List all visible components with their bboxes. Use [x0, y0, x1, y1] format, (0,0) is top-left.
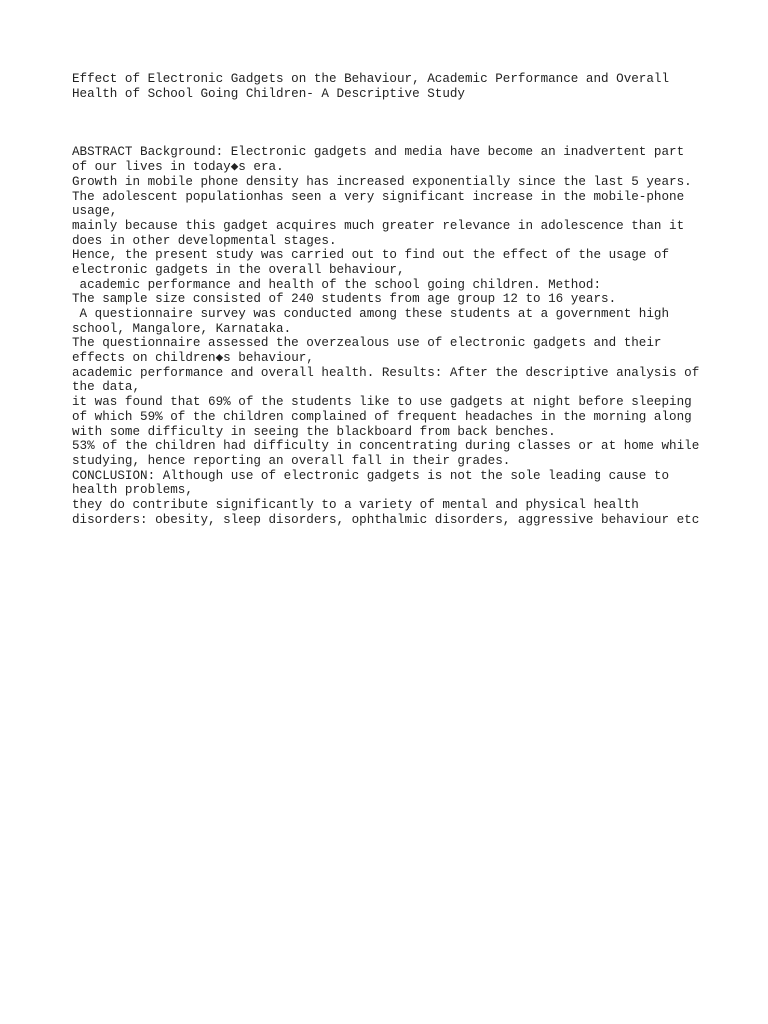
abstract-line: it was found that 69% of the students like to use gadgets at night before sleeping — [72, 395, 692, 410]
abstract-line: of our lives in today◆s era. — [72, 160, 284, 175]
abstract-line: Growth in mobile phone density has increased exponentially since the last 5 years. — [72, 174, 692, 189]
document-page — [72, 72, 712, 527]
abstract-line: ABSTRACT Background: Electronic gadgets and media have become an inadvertent part — [72, 145, 685, 160]
abstract-line: CONCLUSION: Although use of electronic gadgets is not the sole leading cause to — [72, 468, 670, 483]
title-line: Effect of Electronic Gadgets on the Behaviour, Academic Performance and Overall — [72, 72, 670, 86]
abstract-line: A questionnaire survey was conducted among these students at a government high — [72, 307, 670, 322]
abstract-line: health problems, — [72, 483, 193, 498]
blank-line — [72, 131, 712, 146]
abstract-body — [72, 145, 712, 527]
document-title — [72, 72, 712, 101]
abstract-line: Hence, the present study was carried out to find out the effect of the usage of — [72, 248, 670, 263]
abstract-line: does in other developmental stages. — [72, 233, 337, 248]
title-line: Health of School Going Children- A Descriptive Study — [72, 86, 465, 101]
abstract-line: effects on children◆s behaviour, — [72, 351, 314, 366]
abstract-line: studying, hence reporting an overall fall in their grades. — [72, 453, 511, 468]
abstract-line: of which 59% of the children complained of frequent headaches in the morning along — [72, 409, 692, 424]
abstract-line: with some difficulty in seeing the blackboard from back benches. — [72, 424, 556, 439]
abstract-line: academic performance and health of the school going children. Method: — [72, 277, 602, 292]
abstract-line: The adolescent populationhas seen a very significant increase in the mobile-phone — [72, 189, 685, 204]
abstract-line: school, Mangalore, Karnataka. — [72, 321, 292, 336]
abstract-line: mainly because this gadget acquires much greater relevance in adolescence than it — [72, 218, 685, 233]
abstract-line: usage, — [72, 204, 118, 219]
abstract-line: The questionnaire assessed the overzealous use of electronic gadgets and their — [72, 336, 662, 351]
abstract-line: disorders: obesity, sleep disorders, ophthalmic disorders, aggressive behaviour etc — [72, 512, 700, 527]
abstract-line: academic performance and overall health. Results: After the descriptive analysis of — [72, 365, 700, 380]
abstract-line: electronic gadgets in the overall behaviour, — [72, 262, 405, 277]
abstract-line: 53% of the children had difficulty in concentrating during classes or at home while — [72, 439, 700, 454]
abstract-line: The sample size consisted of 240 students from age group 12 to 16 years. — [72, 292, 617, 307]
abstract-line: they do contribute significantly to a variety of mental and physical health — [72, 497, 639, 512]
abstract-line: the data, — [72, 380, 141, 395]
